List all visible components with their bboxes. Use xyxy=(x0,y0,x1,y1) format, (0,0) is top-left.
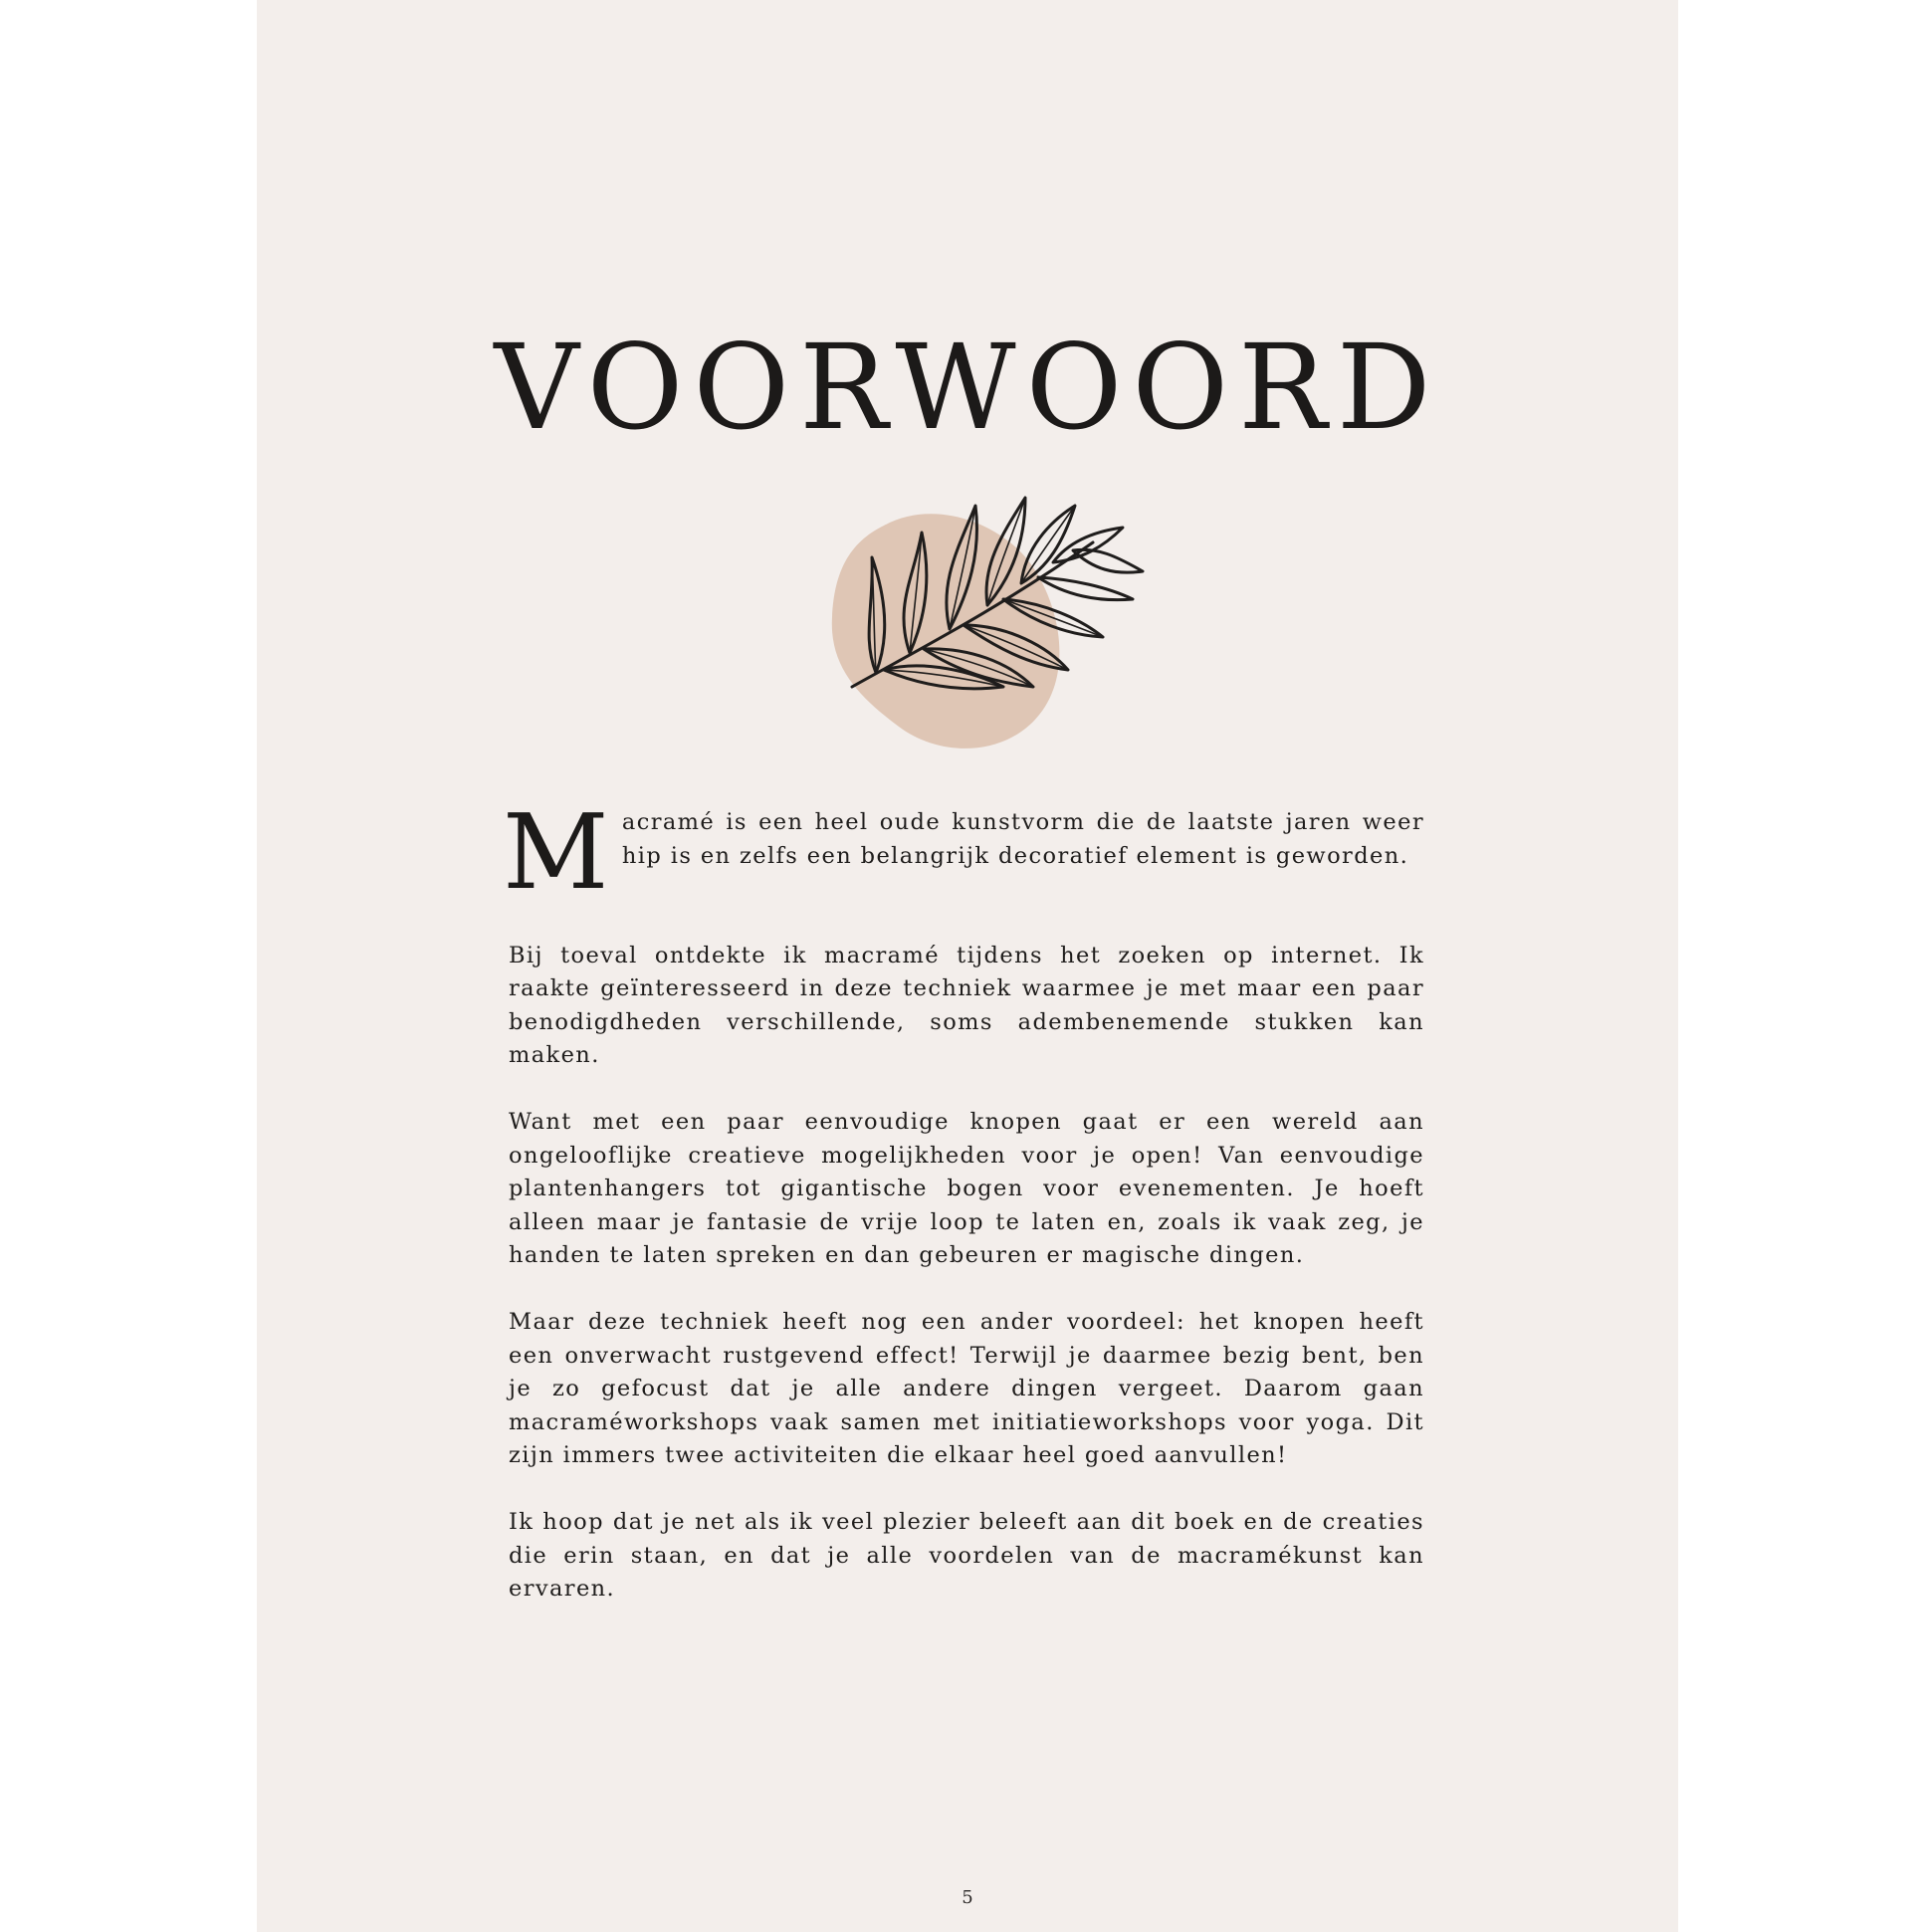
leaf-branch-icon xyxy=(764,488,1163,766)
paragraph-5: Ik hoop dat je net als ik veel plezier beleeft aan dit boek en de creaties die erin staan, en dat je alle voordelen van de macramékunst kan ervaren. xyxy=(509,1509,1424,1602)
page-number: 5 xyxy=(962,1887,973,1908)
page-title: VOORWOORD xyxy=(494,319,1441,456)
foreword-text xyxy=(503,791,1424,1639)
ornament-blob xyxy=(832,514,1060,749)
drop-cap: M xyxy=(503,791,610,913)
paragraph-1 xyxy=(503,791,1424,913)
paragraph-1-text: acramé is een heel oude kunstvorm die de laatste jaren weer hip is en zelfs een belangrijk decoratief element is geworden. xyxy=(621,809,1424,869)
paragraph-2: Bij toeval ontdekte ik macramé tijdens het zoeken op internet. Ik raakte geïnteresseerd in deze techniek waarmee je met maar een paar benodigdheden verschillende, soms adembenemende stukken kan maken. xyxy=(509,942,1424,1068)
book-page xyxy=(257,0,1678,1932)
paragraph-3: Want met een paar eenvoudige knopen gaat er een wereld aan ongelooflijke creatieve mogelijkheden voor je open! Van eenvoudige plantenhangers tot gigantische bogen voor evenementen. Je hoeft alleen maar je fantasie de vrije loop te laten en, zoals ik vaak zeg, je handen te laten spreken en dan gebeuren er magische dingen. xyxy=(509,1109,1424,1268)
paragraph-4: Maar deze techniek heeft nog een ander voordeel: het knopen heeft een onverwacht rustgevend effect! Terwijl je daarmee bezig bent, ben je zo gefocust dat je alle andere dingen vergeet. Daarom gaan macraméworkshops vaak samen met initiatieworkshops voor yoga. Dit zijn immers twee activiteiten die elkaar heel goed aanvullen! xyxy=(509,1309,1424,1468)
